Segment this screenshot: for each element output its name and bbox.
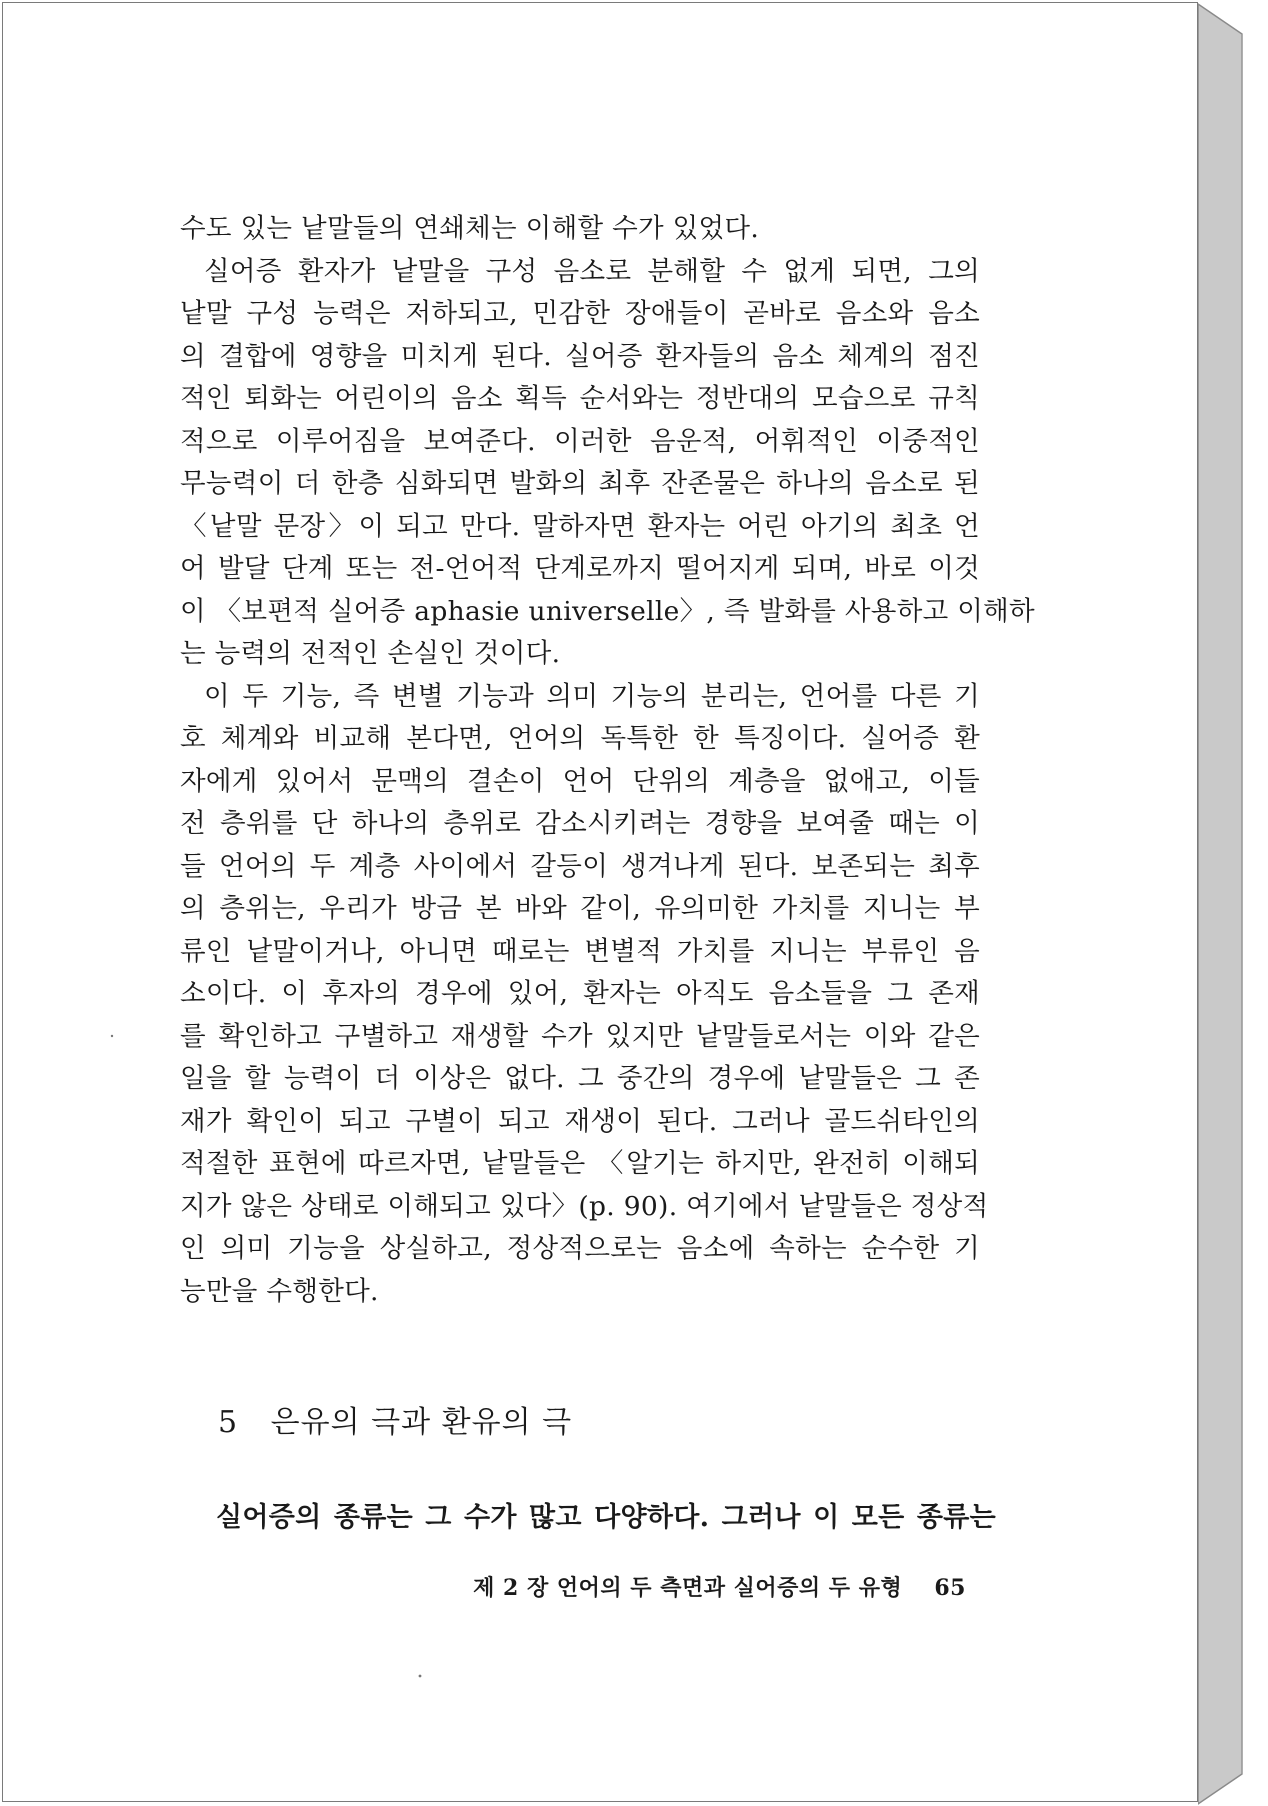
text-line: 류인 낱말이거나, 아니면 때로는 변별적 가치를 지니는 부류인 음 [180, 935, 980, 967]
text-line: 어 발달 단계 또는 전-언어적 단계로까지 떨어지게 되며, 바로 이것 [180, 553, 980, 584]
page-number: 65 [934, 1575, 966, 1601]
text-line: 들 언어의 두 계층 사이에서 갈등이 생겨나게 된다. 보존되는 최후 [180, 850, 980, 882]
text-line: 를 확인하고 구별하고 재생할 수가 있지만 낱말들로서는 이와 같은 [180, 1020, 980, 1052]
text-line: 일을 할 능력이 더 이상은 없다. 그 중간의 경우에 낱말들은 그 존 [180, 1063, 980, 1094]
text-line: 이 〈보편적 실어증 aphasie universelle〉, 즉 발화를 사용하고 이해하 [180, 595, 1035, 627]
text-line: 적인 퇴화는 어린이의 음소 획득 순서와는 정반대의 모습으로 규칙 [180, 383, 980, 414]
text-line: 실어증 환자가 낱말을 구성 음소로 분해할 수 없게 되면, 그의 [204, 255, 980, 287]
text-line: 호 체계와 비교해 본다면, 언어의 독특한 한 특징이다. 실어증 환 [180, 723, 980, 754]
running-footer [440, 1568, 966, 1608]
text-line: 자에게 있어서 문맥의 결손이 언어 단위의 계층을 없애고, 이들 [180, 765, 980, 797]
text-line: 의 층위는, 우리가 방금 본 바와 같이, 유의미한 가치를 지니는 부 [180, 893, 980, 924]
text-line: 적절한 표현에 따르자면, 낱말들은 〈알기는 하지만, 완전히 이해되 [180, 1148, 980, 1179]
section-number: 5 [218, 1405, 239, 1440]
text-line: 〈낱말 문장〉이 되고 만다. 말하자면 환자는 어린 아기의 최초 언 [180, 510, 980, 542]
text-line: 수도 있는 낱말들의 연쇄체는 이해할 수가 있었다. [180, 213, 760, 244]
chapter-title: 제 2 장 언어의 두 측면과 실어증의 두 유형 [473, 1575, 903, 1601]
text-line: 전 층위를 단 하나의 층위로 감소시키려는 경향을 보여줄 때는 이 [180, 808, 980, 839]
text-line: 이 두 기능, 즉 변별 기능과 의미 기능의 분리는, 언어를 다른 기 [204, 680, 980, 712]
section-title: 은유의 극과 환유의 극 [270, 1405, 573, 1440]
page-stack-edge [1198, 0, 1268, 1806]
text-line: 적으로 이루어짐을 보여준다. 이러한 음운적, 어휘적인 이중적인 [180, 425, 980, 457]
section-heading [218, 1398, 572, 1448]
section-first-line: 실어증의 종류는 그 수가 많고 다양하다. 그러나 이 모든 종류는 [216, 1502, 996, 1533]
text-line: 재가 확인이 되고 구별이 되고 재생이 된다. 그러나 골드쉬타인의 [180, 1105, 980, 1137]
text-line: 낱말 구성 능력은 저하되고, 민감한 장애들이 곧바로 음소와 음소 [180, 298, 980, 329]
text-line: 지가 않은 상태로 이해되고 있다〉(p. 90). 여기에서 낱말들은 정상적 [180, 1190, 989, 1222]
text-line: 의 결합에 영향을 미치게 된다. 실어증 환자들의 음소 체계의 점진 [180, 340, 980, 372]
text-line: 능만을 수행한다. [180, 1275, 379, 1307]
text-line: 는 능력의 전적인 손실인 것이다. [180, 638, 561, 669]
text-line: 무능력이 더 한층 심화되면 발화의 최후 잔존물은 하나의 음소로 된 [180, 468, 980, 499]
text-line: 인 의미 기능을 상실하고, 정상적으로는 음소에 속하는 순수한 기 [180, 1233, 980, 1264]
text-line: 소이다. 이 후자의 경우에 있어, 환자는 아직도 음소들을 그 존재 [180, 978, 980, 1009]
body-text [180, 208, 1035, 1313]
